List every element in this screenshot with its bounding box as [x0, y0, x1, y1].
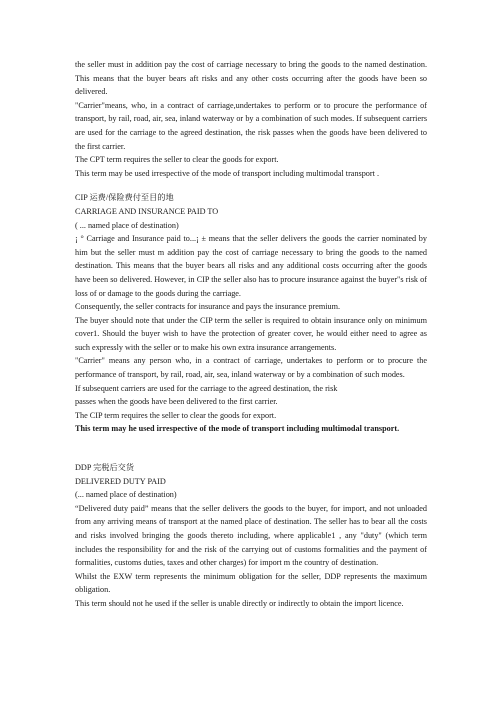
- cip-paragraph-2: Consequently, the seller contracts for insurance and pays the insurance premium.: [75, 302, 341, 312]
- cip-paragraph-7: The CIP term requires the seller to clear the goods for export.: [75, 410, 277, 420]
- ddp-paragraph-1: “Delivered duty paid” means that the seller delivers the goods to the buyer, for import, and not unloaded from any arriving means of transport at the named place of destination. The seller has to bear all the costs and risks involved bringing the goods thereto including, where applicable1 , any "duty" (which term includes the responsibility for and the risk of the carrying out of customs formalities and the payment of formalities, customs duties, taxes and other charges) for import m the country of destination.: [75, 503, 427, 568]
- section-spacer: [75, 180, 427, 191]
- ddp-place: (... named place of destination): [75, 490, 177, 500]
- section-spacer: [75, 436, 427, 461]
- cip-place: ( ... named place of destination): [75, 220, 179, 230]
- cpt-paragraph-4: This term may be used irrespective of the mode of transport including multimodal transport .: [75, 168, 380, 178]
- document-page: [75, 58, 427, 611]
- cip-title-english: CARRIAGE AND INSURANCE PAID TO: [75, 206, 219, 216]
- cip-paragraph-5: If subsequent carriers are used for the carriage to the agreed destination, the risk: [75, 383, 338, 393]
- ddp-title-chinese: DDP 完税后交货: [75, 463, 135, 473]
- cip-title-chinese: CIP 运费/保险费付至目的地: [75, 193, 174, 203]
- cip-paragraph-3: The buyer should note that under the CIP term the seller is required to obtain insurance only on minimum cover1. Should the buyer wish to have the protection of greater cover, he would either need to agree as such expressly with the seller or to make his own extra insurance arrangements.: [75, 315, 427, 352]
- ddp-paragraph-3: This term should not he used if the seller is unable directly or indirectly to obtain the import licence.: [75, 598, 404, 608]
- cpt-paragraph-1: the seller must in addition pay the cost of carriage necessary to bring the goods to the named destination. This means that the buyer bears aft risks and any other costs occurring after the goods have been so delivered.: [75, 60, 427, 97]
- cpt-paragraph-2: "Carrier"means, who, in a contract of carriage,undertakes to perform or to procure the performance of transport, by rail, road, air, sea, inland waterway or by a combination of such modes. If subsequent carriers are used for the carriage to the agreed destination, the risk passes when the goods have been delivered to the first carrier.: [75, 100, 427, 151]
- cip-paragraph-1: ¡ ° Carriage and Insurance paid to...¡ ± means that the seller delivers the goods the carrier nominated by him but the seller must m addition pay the cost of carriage necessary to bring the goods to the named destination. This means that the buyer bears all risks and any additional costs occurring after the goods have been so delivered. However, in CIP the seller also has to procure insurance against the buyer"s risk of loss of or damage to the goods during the carriage.: [75, 234, 427, 298]
- cpt-paragraph-3: The CPT term requires the seller to clear the goods for export.: [75, 155, 279, 165]
- cip-paragraph-6: passes when the goods have been delivered to the first carrier.: [75, 397, 278, 407]
- ddp-title-english: DELIVERED DUTY PAID: [75, 476, 166, 486]
- ddp-paragraph-2: Whilst the EXW term represents the minimum obligation for the seller, DDP represents the maximum obligation.: [75, 571, 427, 595]
- cip-paragraph-4: "Carrier" means any person who, in a contract of carriage, undertakes to perform or to procure the performance of transport, by rail, road, air, sea, inland waterway or by a combination of such modes.: [75, 356, 427, 380]
- cip-paragraph-8: This term may he used irrespective of the mode of transport including multimodal transport.: [75, 424, 400, 434]
